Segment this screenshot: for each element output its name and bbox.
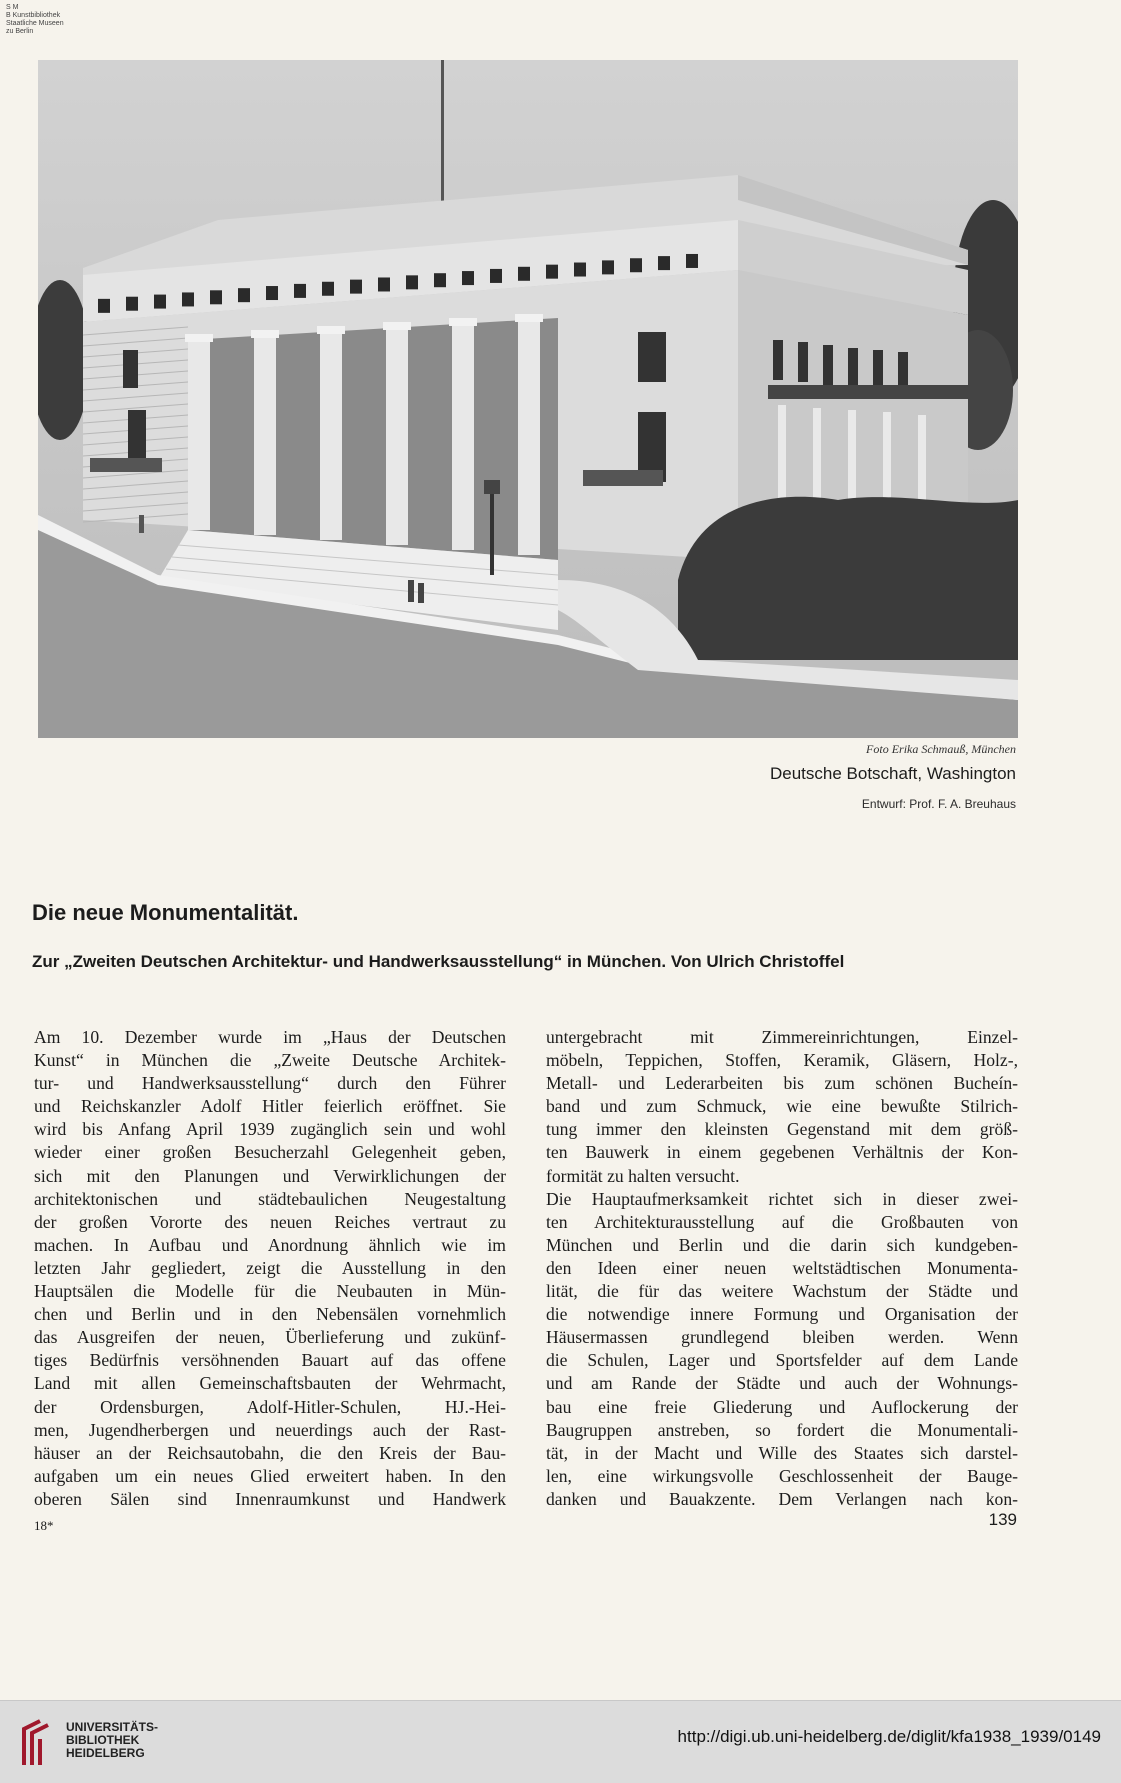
text-line: möbeln, Teppichen, Stoffen, Keramik, Gläsern, Holz-, (546, 1050, 1018, 1071)
text-line: Häusermassen grundlegend bleiben werden. Wenn (546, 1327, 1018, 1348)
text-line: Am 10. Dezember wurde im „Haus der Deutschen (34, 1027, 506, 1047)
library-name-line: HEIDELBERG (66, 1746, 145, 1760)
text-line: sich mit den Planungen und Verwirklichungen der (34, 1165, 506, 1186)
text-line: letzten Jahr gegliedert, zeigt die Ausstellung in den (34, 1257, 506, 1278)
text-line: wird bis Anfang April 1939 zugänglich sein und wohl (34, 1119, 506, 1140)
text-line: das Ausgreifen der neuen, Überlieferung und zukünf- (34, 1327, 506, 1348)
text-line: lität, die für das weitere Wachstum der Städte und (546, 1281, 1018, 1302)
text-line: men, Jugendherbergen und neuerdings auch der Rast- (34, 1419, 506, 1440)
library-stamp (6, 4, 64, 36)
text-line: machen. In Aufbau und Anordnung ähnlich wie im (34, 1234, 506, 1255)
text-line: Kunst“ in München die „Zweite Deutsche Architek- (34, 1050, 506, 1071)
text-line: den Ideen einer neuen weltstädtischen Monumenta- (546, 1257, 1018, 1278)
text-line: bau eine freie Gliederung und Auflockerung der (546, 1396, 1018, 1417)
text-line: häuser an der Reichsautobahn, die den Kreis der Bau- (34, 1442, 506, 1463)
article-subheading: Zur „Zweiten Deutschen Architektur- und Handwerksausstellung“ in München. Von Ulrich Christoffel (32, 952, 845, 971)
text-line: die Schulen, Lager und Sportsfelder auf dem Lande (546, 1350, 1018, 1371)
library-logo-icon (20, 1719, 58, 1767)
text-line: tiges Bedürfnis versöhnenden Bauart auf das offene (34, 1350, 506, 1371)
text-line: ten Architekturausstellung auf die Großbauten von (546, 1211, 1018, 1232)
text-line: danken und Bauakzente. Dem Verlangen nach kon- (546, 1488, 1018, 1509)
text-line: aufgaben um ein neues Glied erweitert haben. In den (34, 1465, 506, 1486)
text-line: formität zu halten versucht. (546, 1165, 740, 1186)
text-line: Land mit allen Gemeinschaftsbauten der Wehrmacht, (34, 1373, 506, 1394)
text-line: wieder einer großen Besucherzahl Gelegenheit geben, (34, 1142, 506, 1163)
stamp-line: S M (6, 4, 19, 11)
text-line: Baugruppen anstreben, so fordert die Monumentali- (546, 1419, 1018, 1440)
photo-credit: Foto Erika Schmauß, München (866, 742, 1016, 756)
text-line: und am Rande der Städte und auch der Wohnungs- (546, 1373, 1018, 1394)
text-line: tur- und Handwerksausstellung“ durch den Führer (34, 1073, 506, 1094)
text-line: Metall- und Lederarbeiten bis zum schönen Bucheín- (546, 1073, 1018, 1094)
text-line: tung immer den kleinsten Gegenstand mit dem größ- (546, 1119, 1018, 1140)
text-line: der großen Vororte des neuen Reiches vertraut zu (34, 1211, 506, 1232)
article-column-right (546, 1026, 1018, 1511)
stamp-line: B Kunstbibliothek (6, 12, 61, 19)
page-number: 139 (988, 1510, 1017, 1529)
library-name-line: UNIVERSITÄTS- (66, 1720, 159, 1734)
text-line: die notwendige innere Formung und Organisation der (546, 1304, 1018, 1325)
text-line: München und Berlin und die darin sich kundgeben- (546, 1234, 1018, 1255)
text-line: len, eine wirkungsvolle Geschlossenheit der Bauge- (546, 1465, 1018, 1486)
text-line: der Ordensburgen, Adolf-Hitler-Schulen, HJ.-Hei- (34, 1396, 506, 1417)
library-name-line: BIBLIOTHEK (66, 1733, 140, 1747)
text-line: chen und Berlin und in den Nebensälen vornehmlich (34, 1304, 506, 1325)
library-name (66, 1721, 158, 1760)
text-line: band und zum Schmuck, wie eine bewußte Stilrich- (546, 1096, 1018, 1117)
source-url-link[interactable]: http://digi.ub.uni-heidelberg.de/diglit/kfa1938_1939/0149 (677, 1727, 1101, 1746)
article-heading: Die neue Monumentalität. (32, 900, 299, 925)
article-column-left (34, 1026, 506, 1511)
text-line: Hauptsälen die Modelle für die Neubauten in Mün- (34, 1281, 506, 1302)
text-line: oberen Sälen sind Innenraumkunst und Handwerk (34, 1488, 506, 1509)
photo-caption-subtitle: Entwurf: Prof. F. A. Breuhaus (861, 797, 1016, 811)
text-line: ten Bauwerk in einem gegebenen Verhältnis der Kon- (546, 1142, 1018, 1163)
photo-caption-title: Deutsche Botschaft, Washington (769, 764, 1016, 783)
stamp-line: zu Berlin (6, 28, 34, 35)
text-line: architektonischen und städtebaulichen Neugestaltung (34, 1188, 506, 1209)
stamp-line: Staatliche Museen (6, 20, 64, 27)
embassy-photograph (38, 60, 1018, 738)
signature-mark: 18* (34, 1518, 54, 1533)
text-line: Die Hauptaufmerksamkeit richtet sich in dieser zwei- (546, 1188, 1018, 1209)
text-line: tät, in der Macht und Wille des Staates sich darstel- (546, 1442, 1018, 1463)
library-footer (0, 1700, 1121, 1783)
text-line: und Reichskanzler Adolf Hitler feierlich eröffnet. Sie (34, 1096, 506, 1117)
text-line: untergebracht mit Zimmereinrichtungen, Einzel- (546, 1027, 1018, 1047)
